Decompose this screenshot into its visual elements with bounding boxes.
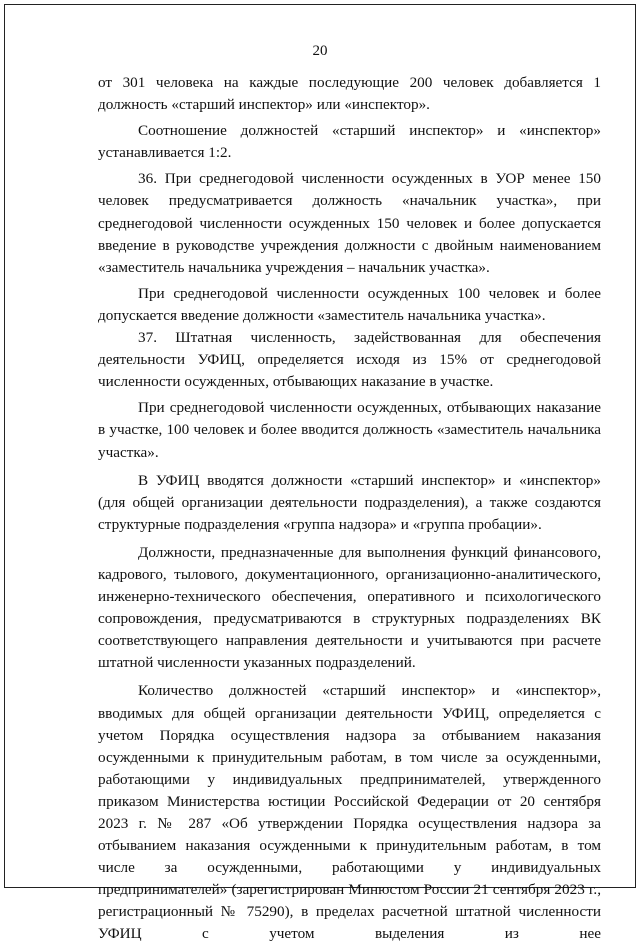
- paragraph-item-37: 37. Штатная численность, задействованная для обеспечения деятельности УФИЦ, определяется исходя из 15% от среднегодовой численности осужденных, отбывающих наказание в участке.: [98, 329, 601, 391]
- page-number: 20: [312, 43, 328, 59]
- paragraph-deputy-head-ufic: При среднегодовой численности осужденных, отбывающих наказание в участке, 100 человек и более вводится должность «заместитель начальника участка».: [98, 399, 601, 461]
- paragraph-ratio: Соотношение должностей «старший инспектор» и «инспектор» устанавливается 1:2.: [98, 122, 601, 162]
- paragraph-inspector-count: Количество должностей «старший инспектор» и «инспектор», вводимых для общей организации деятельности УФИЦ, определяется с учетом Порядка осуществления надзора за отбыванием наказания осужденными к принудительным работам, в том числе за осужденными, работающими у индивидуальных предпринимателей, утвержденного приказом Министерства юстиции Российской Федерации от 20 сентября 2023 г. № 287 «Об утверждении Порядка осуществления надзора за отбыванием наказания осужденными к принудительным работам, в том числе за осужденными, работающими у индивидуальных предпринимателей» (зарегистрирован Минюстом России 21 сентября 2023 г., регистрационный № 75290), в пределах расчетной штатной численности УФИЦ с учетом выделения из нее: [98, 682, 601, 943]
- paragraph-continuation: от 301 человека на каждые последующие 200 человек добавляется 1 должность «старший инспектор» или «инспектор».: [98, 74, 601, 114]
- paragraph-ufic-positions: В УФИЦ вводятся должности «старший инспектор» и «инспектор» (для общей организации деятельности подразделения), а также создаются структурные подразделения «группа надзора» и «группа пробации».: [98, 471, 601, 533]
- paragraph-deputy-head: При среднегодовой численности осужденных 100 человек и более допускается введение должности «заместитель начальника участка».: [98, 284, 601, 324]
- paragraph-item-36: 36. При среднегодовой численности осужденных в УОР менее 150 человек предусматривается должность «начальник участка», при среднегодовой численности осужденных 150 человек и более допускается введение в руководстве учреждения должности с двойным наименованием «заместитель начальника учреждения – начальник участка».: [98, 170, 601, 276]
- paragraph-support-positions: Должности, предназначенные для выполнения функций финансового, кадрового, тылового, документационного, организационно-аналитического, инженерно-технического обеспечения, оперативного и психологического сопровождения, предусматриваются в структурных подразделениях ВК соответствующего направления деятельности и учитываются при расчете штатной численности указанных подразделений.: [98, 543, 601, 672]
- document-body: [98, 72, 601, 946]
